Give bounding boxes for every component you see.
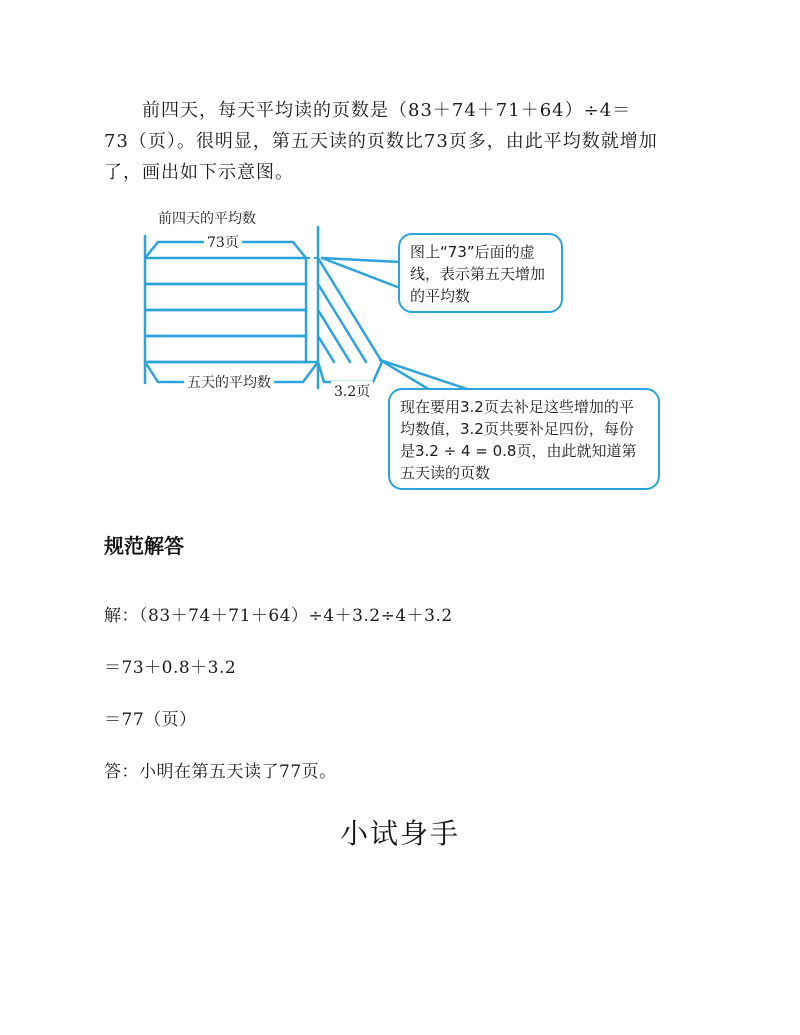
solution-step-1: 解：（83＋74＋71＋64）÷4＋3.2÷4＋3.2 <box>104 606 453 626</box>
bar-1 <box>145 258 306 284</box>
intro-line-2: 73（页）。很明显，第五天读的页数比73页多，由此平均数就增加 <box>104 131 658 152</box>
small-brace <box>318 362 382 382</box>
label-avg-five-days: 五天的平均数 <box>184 372 274 392</box>
intro-line-1: 前四天，每天平均读的页数是（83＋74＋71＋64）÷4＝ <box>142 100 632 121</box>
stripe-1 <box>318 258 382 362</box>
stripe-3 <box>318 310 350 362</box>
section-title-practice: 小试身手 <box>339 817 460 850</box>
pointer-2b <box>380 360 470 390</box>
label-73-pages: 73页 <box>204 232 242 252</box>
solution-step-2: ＝73＋0.8＋3.2 <box>104 658 237 678</box>
callout-bubble-explanation: 现在要用3.2页去补足这些增加的平均数值，3.2页共要补足四份，每份是3.2 ÷ 4 = 0.8页，由此就知道第五天读的页数 <box>388 388 660 490</box>
solution-step-3: ＝77（页） <box>104 710 197 730</box>
callout-bubble-dashed-line: 图上“73”后面的虚线，表示第五天增加的平均数 <box>398 233 563 313</box>
intro-line-3: 了，画出如下示意图。 <box>104 162 294 183</box>
bar-4 <box>145 336 306 362</box>
bar-2 <box>145 284 306 310</box>
label-avg-four-days: 前四天的平均数 <box>158 208 256 228</box>
label-3-2-pages: 3.2页 <box>331 381 373 401</box>
stripe-4 <box>318 336 334 362</box>
solution-answer: 答：小明在第五天读了77页。 <box>104 762 337 782</box>
solution-heading: 规范解答 <box>104 534 184 558</box>
bar-3 <box>145 310 306 336</box>
